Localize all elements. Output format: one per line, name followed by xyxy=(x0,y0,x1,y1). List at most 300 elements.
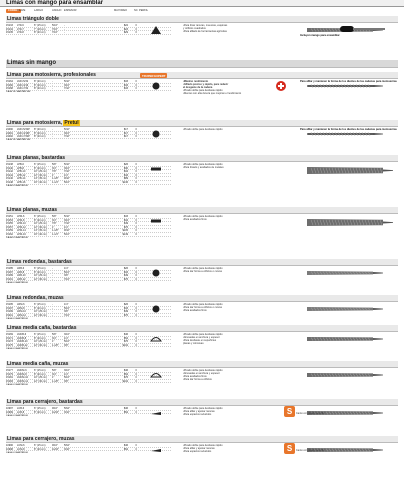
cell-code: 15155 xyxy=(6,222,13,226)
cell-thk: 5/64" xyxy=(64,407,70,410)
description xyxy=(183,407,273,416)
cell-key: LPM-8 xyxy=(17,218,25,222)
cell-code: 15138 xyxy=(6,163,13,166)
page-title: Limas con mango para ensamblar xyxy=(6,0,104,6)
cell-wid: 1-1/8" xyxy=(52,177,59,181)
cell-key: LMCM-10 xyxy=(17,376,28,380)
cell-nc: 3 xyxy=(135,379,137,383)
description-line: •Picado doble para desbaste rápido xyxy=(183,333,223,336)
box-master-note: CAJA 6 / MASTER 60 xyxy=(6,414,28,417)
cell-code: 15148 xyxy=(6,180,13,184)
description xyxy=(183,24,273,33)
cell-len: 8" (20 cm) xyxy=(34,80,46,83)
cell-key: LRB-12 xyxy=(17,277,26,281)
description xyxy=(183,303,273,312)
cell-wid: - xyxy=(52,310,53,314)
cell-thk: 5/32" xyxy=(64,128,70,131)
cell-code: 15199 xyxy=(6,310,13,314)
cell-wid: - xyxy=(52,80,53,83)
profile-icon xyxy=(150,445,162,455)
section-header xyxy=(6,60,398,68)
cell-nc: 3 xyxy=(135,369,137,372)
cell-price: $26 xyxy=(123,303,128,306)
cell-nc: 3 xyxy=(135,410,137,414)
cell-wid: 1-1/4" xyxy=(52,232,59,236)
cell-key: LPB-6 xyxy=(17,163,24,166)
cell-code: 15179 xyxy=(6,372,13,376)
cell-len: 10" (25 cm) xyxy=(34,340,47,344)
cell-len: 6" (15 cm) xyxy=(34,24,46,27)
cell-price: $33 xyxy=(123,215,128,218)
cell-key: LPM-6 xyxy=(17,215,25,218)
cell-nc: 3 xyxy=(135,447,137,451)
cell-key: LCB-8 xyxy=(17,410,25,414)
cell-price: $46 xyxy=(123,444,128,447)
cell-thk: 3/16" xyxy=(64,369,70,372)
cell-nc: 3 xyxy=(135,80,137,83)
cell-thk: 1/4" xyxy=(64,303,69,306)
cell-wid: - xyxy=(52,267,53,270)
cell-wid: - xyxy=(52,135,53,139)
cell-wid: 1-1/4" xyxy=(52,180,59,184)
profile-icon xyxy=(150,408,162,418)
description-line: •Picado doble para desbaste rápido xyxy=(183,444,223,447)
box-master-note: CAJA 6 / MASTER 60 xyxy=(6,237,28,240)
cell-price: $46 xyxy=(123,333,128,336)
table-row xyxy=(6,448,171,452)
cell-thk: - xyxy=(64,27,65,31)
profile-icon xyxy=(150,304,162,314)
cell-code: 15183 xyxy=(6,379,13,383)
cell-wid: 1" xyxy=(52,340,55,344)
box-master-note: CAJA 12 / MASTER 300 xyxy=(6,91,31,94)
cell-thk: 5/32" xyxy=(64,215,70,218)
cell-nc: 3 xyxy=(135,229,137,233)
section-title: Limas para cerrajero, bastardas xyxy=(7,399,83,405)
cell-nc: 3 xyxy=(135,27,137,31)
cell-thk: 3/16" xyxy=(64,131,70,135)
cell-price: $33 xyxy=(123,80,128,83)
cell-len: 16" (40 cm) xyxy=(34,180,47,184)
cell-price: $26 xyxy=(123,163,128,166)
cell-price: $17 xyxy=(123,131,128,135)
cell-thk: 5/16" xyxy=(64,232,70,236)
file-illustration xyxy=(305,371,385,379)
cell-wid: 1-1/8" xyxy=(52,343,59,347)
cell-thk: 7/16" xyxy=(64,313,70,317)
cell-wid: 1" xyxy=(52,376,55,380)
cell-price: $23 xyxy=(123,27,128,31)
cell-wid: - xyxy=(52,87,53,91)
cell-len: 6" (15 cm) xyxy=(34,163,46,166)
cell-price: $102 xyxy=(122,343,128,347)
cell-price: $89 xyxy=(123,177,128,181)
cell-nc: 3 xyxy=(135,31,137,35)
box-master-note: CAJA 12 / MASTER 300 xyxy=(6,139,31,142)
cell-key: LMCB-10 xyxy=(17,340,28,344)
cell-nc: 3 xyxy=(135,444,137,447)
description-line: •Para espacios reducidos xyxy=(183,450,212,454)
description-line: •Para acabados finos xyxy=(183,218,207,222)
table-row xyxy=(6,31,171,35)
cell-wid: 3/4" xyxy=(52,218,57,222)
cell-len: 8" (20 cm) xyxy=(34,83,46,87)
cell-len: 8" (20 cm) xyxy=(34,410,46,414)
section-title: Limas planas, bastardas xyxy=(7,155,66,161)
description-line: •Para espacios reducidos xyxy=(183,413,212,417)
cell-thk: 5/64" xyxy=(64,444,70,447)
swiss-flag-icon xyxy=(276,81,286,91)
cell-code: 24492 xyxy=(6,135,13,139)
section-header xyxy=(6,120,398,127)
cell-thk: 9/32" xyxy=(64,229,70,233)
cell-wid: - xyxy=(52,303,53,306)
file-illustration xyxy=(305,305,385,313)
cell-wid: 3/4" xyxy=(52,372,57,376)
cell-thk: 9/32" xyxy=(64,177,70,181)
cell-wid: 7/16" xyxy=(52,27,58,31)
cell-nc: 3 xyxy=(135,336,137,340)
cell-price: $54 xyxy=(123,447,128,451)
cell-wid: 11/16" xyxy=(52,447,59,451)
cell-code: 15197 xyxy=(6,306,13,310)
cell-price: $34 xyxy=(123,218,128,222)
cell-len: 12" (30 cm) xyxy=(34,225,47,229)
cell-nc: 3 xyxy=(135,24,137,27)
cell-code: 15175 xyxy=(6,343,13,347)
description-line: •Picado doble para desbaste rápido xyxy=(183,215,223,218)
cell-code: 15142 xyxy=(6,170,13,174)
cell-len: 8" (20 cm) xyxy=(34,447,46,451)
cell-key: LMO-5/32P xyxy=(17,128,30,131)
cell-key: LPB-8 xyxy=(17,166,24,170)
box-master-note: CAJA 6 / MASTER 60 xyxy=(6,451,28,454)
cell-thk: 3/8" xyxy=(64,274,69,278)
cell-nc: 3 xyxy=(135,232,137,236)
description-line: •Picado doble para desbaste rápido xyxy=(183,163,223,166)
cell-wid: 9/16" xyxy=(52,444,58,447)
cell-len: 10" (25 cm) xyxy=(34,274,47,278)
cell-nc: 3 xyxy=(135,222,137,226)
cell-wid: 5/16" xyxy=(52,24,58,27)
cell-code: 15168 xyxy=(6,87,13,91)
cell-code: 15162 xyxy=(6,232,13,236)
cell-code: 15191 xyxy=(6,277,13,281)
description-line: y orificios cuadrados xyxy=(183,27,206,31)
cell-wid: 7/8" xyxy=(52,222,57,226)
cell-key: LMO-7/32 xyxy=(17,87,29,91)
description xyxy=(183,333,273,345)
cell-code: 15146 xyxy=(6,177,13,181)
description xyxy=(183,215,273,221)
edge-caption: Canto con picado sencillo xyxy=(296,449,325,452)
cell-wid: - xyxy=(52,83,53,87)
spec-table xyxy=(6,267,171,281)
s-badge-icon: S xyxy=(284,443,295,454)
section-header xyxy=(6,325,398,332)
column-clave: CLAVE xyxy=(17,9,26,12)
cell-price: $46 xyxy=(123,369,128,372)
cell-price: $33 xyxy=(123,87,128,91)
cell-nc: 3 xyxy=(135,166,137,170)
cell-code: 15164 xyxy=(6,80,13,83)
cell-price: $17 xyxy=(123,135,128,139)
cell-len: 6" (15 cm) xyxy=(34,407,46,410)
cell-key: LPB-10 xyxy=(17,170,26,174)
cell-code: 24491 xyxy=(6,131,13,135)
section-title: Limas redondas, muzas xyxy=(7,295,64,301)
cell-price: $33 xyxy=(123,83,128,87)
description-line: •Para limado y acabados de metales xyxy=(183,166,224,170)
column-ancho: ANCHO xyxy=(52,9,62,12)
cell-wid: - xyxy=(52,270,53,274)
column-codigo: CÓDIGO xyxy=(8,9,19,12)
box-master-note: CAJA 6 / MASTER 60 xyxy=(6,317,28,320)
section-header xyxy=(6,155,398,162)
table-row xyxy=(6,344,171,348)
table-row xyxy=(6,278,171,282)
cell-price: $149 xyxy=(122,232,128,236)
cell-key: LMCB-6 xyxy=(17,333,27,336)
cell-nc: 3 xyxy=(135,180,137,184)
cell-thk: 3/8" xyxy=(64,310,69,314)
brand-highlight: Pretul xyxy=(64,120,79,126)
cell-code: 15144 xyxy=(6,173,13,177)
cell-len: 7" (18 cm) xyxy=(34,27,46,31)
cell-len: 8" (20 cm) xyxy=(34,372,46,376)
cell-key: LMCB-12 xyxy=(17,343,28,347)
description-line: •Para afilar y ajustar ranuras xyxy=(183,447,215,451)
description-line: •Para dar forma a orificios xyxy=(183,378,212,382)
cell-price: $76 xyxy=(123,277,128,281)
cell-wid: - xyxy=(52,131,53,135)
box-master-note: CAJA 6 / MASTER 60 xyxy=(6,185,28,188)
cell-len: 12" (30 cm) xyxy=(34,277,47,281)
description-line: •Picado doble para desbaste rápido xyxy=(183,128,223,131)
cell-len: 12" (30 cm) xyxy=(34,313,47,317)
usage-callout: Para afilar y mantener la forma de los dientes de las cadenas para motosierras xyxy=(300,80,397,83)
cell-len: 8" (20 cm) xyxy=(34,270,46,274)
cell-len: 6" (15 cm) xyxy=(34,303,46,306)
cell-key: LPM-12 xyxy=(17,225,26,229)
cell-len: 6" (15 cm) xyxy=(34,333,46,336)
cell-price: $33 xyxy=(123,270,128,274)
cell-nc: 3 xyxy=(135,343,137,347)
cell-code: 15133 xyxy=(6,24,13,27)
description-line: •Ahusadas en anchura y espesor xyxy=(183,336,220,340)
column-mayoreo: MAYOREO xyxy=(114,9,128,12)
cell-price: $22 xyxy=(123,24,128,27)
cell-key: LCM-8 xyxy=(17,447,25,451)
cell-key: LMO-3/16P xyxy=(17,131,30,135)
description xyxy=(183,369,273,381)
cell-code: 10999 xyxy=(6,410,13,414)
cell-key: LPB-14 xyxy=(17,177,26,181)
cell-code: 15135 xyxy=(6,31,13,35)
profile-icon xyxy=(150,334,162,344)
cell-key: LRM-8 xyxy=(17,306,25,310)
cell-len: 6" (15 cm) xyxy=(34,444,46,447)
section-title: Limas sin mango xyxy=(7,60,57,66)
cell-len: 8" (20 cm) xyxy=(34,218,46,222)
cell-len: 8" (20 cm) xyxy=(34,131,46,135)
file-illustration xyxy=(305,335,385,343)
table-row xyxy=(6,380,171,384)
cell-thk: 5/32" xyxy=(64,80,70,83)
cell-wid: 11/16" xyxy=(52,410,59,414)
cell-key: LMCB-8 xyxy=(17,336,27,340)
cell-code: 15157 xyxy=(6,225,13,229)
section-header xyxy=(6,72,398,79)
cell-len: 8" (20 cm) xyxy=(34,31,46,35)
profile-icon xyxy=(150,268,162,278)
file-illustration xyxy=(305,165,395,176)
cell-key: LTD-7 xyxy=(17,27,24,31)
cell-price: $76 xyxy=(123,225,128,229)
cell-thk: 1/4" xyxy=(64,372,69,376)
description-line: •Máximo rendimiento xyxy=(183,80,209,83)
column-perfil: PERFIL xyxy=(139,9,149,12)
spec-table xyxy=(6,444,171,451)
cell-len: 16" (40 cm) xyxy=(34,232,47,236)
cell-wid: - xyxy=(52,306,53,310)
profile-icon xyxy=(150,370,162,380)
cell-code: 10997 xyxy=(6,407,13,410)
section-title: Limas triángulo doble xyxy=(7,16,59,22)
cell-len: 14" (35 cm) xyxy=(34,177,47,181)
cell-nc: 3 xyxy=(135,218,137,222)
cell-len: 8" (20 cm) xyxy=(34,87,46,91)
cell-thk: 3/8" xyxy=(64,343,69,347)
column-espesor: ESPESOR xyxy=(64,9,77,12)
cell-code: 15195 xyxy=(6,303,13,306)
section-title: Limas para cerrajero, muzas xyxy=(7,436,75,442)
cell-price: $33 xyxy=(123,306,128,310)
cell-wid: - xyxy=(52,277,53,281)
cell-len: 12" (30 cm) xyxy=(34,343,47,347)
description-line: •Para dar forma a orificios o curvas xyxy=(183,270,222,274)
description-line: •Picado doble para desbaste rápido xyxy=(183,303,223,306)
cell-key: LPM-10 xyxy=(17,222,26,226)
cell-thk: 1/4" xyxy=(64,225,69,229)
profile-icon xyxy=(150,81,162,91)
cell-price: $76 xyxy=(123,376,128,380)
cell-key: LRB-6 xyxy=(17,267,25,270)
cell-thk: 1/4" xyxy=(64,336,69,340)
cell-code: 15159 xyxy=(6,229,13,233)
cell-thk: 5/16" xyxy=(64,306,70,310)
cell-thk: 5/16" xyxy=(64,180,70,184)
cell-code: 15140 xyxy=(6,166,13,170)
cell-key: LPB-12 xyxy=(17,173,26,177)
cell-key: LRM-10 xyxy=(17,310,26,314)
cell-nc: 3 xyxy=(135,267,137,270)
description-line: planas y cóncavas xyxy=(183,342,204,346)
cell-thk: 3/8" xyxy=(64,379,69,383)
section-header xyxy=(6,399,398,406)
cell-nc: 3 xyxy=(135,270,137,274)
cell-nc: 3 xyxy=(135,177,137,181)
cell-wid: - xyxy=(52,274,53,278)
cell-key: LPM-16 xyxy=(17,232,26,236)
table-row xyxy=(6,411,171,415)
cell-key: LRB-10 xyxy=(17,274,26,278)
cell-code: 15134 xyxy=(6,27,13,31)
cell-key: LCM-6 xyxy=(17,444,25,447)
cell-thk: - xyxy=(64,24,65,27)
cell-thk: 3/32" xyxy=(64,447,70,451)
description-line: •Para acabados finos xyxy=(183,309,207,313)
cell-price: $49 xyxy=(123,222,128,226)
cell-thk: - xyxy=(64,31,65,35)
file-handle-illustration xyxy=(338,22,388,36)
cell-price: $29 xyxy=(123,31,128,35)
section-header xyxy=(6,295,398,302)
file-illustration xyxy=(305,217,395,228)
cell-code: 15171 xyxy=(6,336,13,340)
cell-wid: 5/8" xyxy=(52,215,57,218)
section-title: Limas planas, muzas xyxy=(7,207,58,213)
profile-icon xyxy=(150,216,162,226)
cell-nc: 3 xyxy=(135,407,137,410)
cell-price: $76 xyxy=(123,313,128,317)
description-line: •Para acabados finos xyxy=(183,375,207,379)
cell-thk: 1/4" xyxy=(64,173,69,177)
cell-len: 10" (25 cm) xyxy=(34,222,47,226)
cell-wid: 9/16" xyxy=(52,407,58,410)
cell-wid: 1" xyxy=(52,173,55,177)
cell-len: 8" (20 cm) xyxy=(34,135,46,139)
cell-key: LMCM-6 xyxy=(17,369,27,372)
description-line: •Picado doble para desbaste rápido xyxy=(183,407,223,410)
section-header xyxy=(6,361,398,368)
cell-thk: 3/16" xyxy=(64,83,70,87)
cell-len: 8" (20 cm) xyxy=(34,336,46,340)
cell-len: 12" (30 cm) xyxy=(34,173,47,177)
table-row xyxy=(6,314,171,318)
cell-wid: 1-1/8" xyxy=(52,229,59,233)
cell-nc: 3 xyxy=(135,372,137,376)
profile-icon xyxy=(150,129,162,139)
cell-thk: 3/16" xyxy=(64,218,70,222)
cell-thk: 5/16" xyxy=(64,340,70,344)
file-illustration xyxy=(305,269,385,277)
handle-caption: Incluyen mango para ensamblar xyxy=(300,34,340,37)
cell-key: LRM-6 xyxy=(17,303,25,306)
cell-code: 15201 xyxy=(6,313,13,317)
description xyxy=(183,128,273,131)
usage-callout: Para afilar y mantener la forma de los dientes de las cadenas para motosierras xyxy=(300,128,397,131)
cell-nc: 3 xyxy=(135,83,137,87)
cell-wid: 1-1/8" xyxy=(52,379,59,383)
spec-table xyxy=(6,24,171,35)
cell-key: LMO-3/16 xyxy=(17,83,29,87)
spec-table xyxy=(6,333,171,347)
cell-code: 15151 xyxy=(6,215,13,218)
cell-nc: 3 xyxy=(135,274,137,278)
description-line: •Para dar forma a orificios o curvas xyxy=(183,306,222,310)
cell-wid: 3/4" xyxy=(52,166,57,170)
cell-price: $54 xyxy=(123,372,128,376)
cell-code: 10996 xyxy=(6,444,13,447)
cell-nc: 3 xyxy=(135,163,137,166)
description-line: •Para afilado de herramientas agrícolas xyxy=(183,30,227,34)
cell-key: LTD-6 xyxy=(17,24,24,27)
description-line: •Para afilar y ajustar ranuras xyxy=(183,410,215,414)
cell-key: LTD-8 xyxy=(17,31,24,35)
cell-code: 15166 xyxy=(6,83,13,87)
cell-code: 15173 xyxy=(6,340,13,344)
